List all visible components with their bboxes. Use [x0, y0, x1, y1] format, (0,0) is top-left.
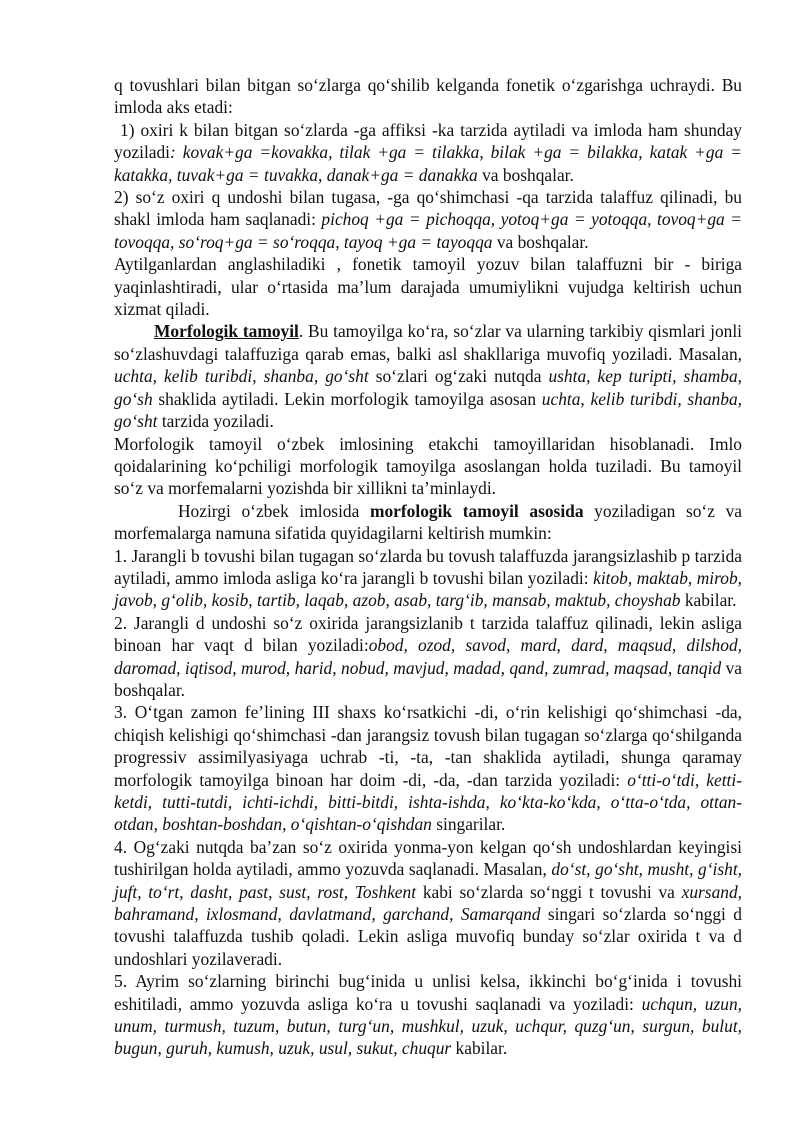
- item-5-text: 5. Ayrim so‘zlarning birinchi bug‘inida u unlisi kelsa, ikkinchi bo‘g‘inida i tovushi eshitiladi, ammo yozuvda asliga ko‘ra u tovushi saqlanadi va yoziladi:: [114, 971, 742, 1014]
- item-4-text-c: kabi so‘zlarda so‘nggi t tovushi va: [416, 881, 682, 902]
- rule-1-end: va boshqalar.: [477, 164, 574, 185]
- paragraph-rule-2: [114, 186, 742, 253]
- paragraph-morph-principle: [114, 433, 742, 500]
- morphological-term: Morfologik tamoyil: [154, 321, 299, 342]
- examples-intro-bold: morfologik tamoyil asosida: [369, 500, 584, 521]
- morph-examples-written: uchta, kelib turibdi, shanba, go‘sht: [114, 366, 369, 387]
- morph-text-a: . Bu tamoyilga ko‘ra, so‘zlar va ularning tarkibiy qismlari jonli so‘zlashuvdagi talaffuziga qarab emas, balki asl shakllariga muvofiq yoziladi. Masalan,: [114, 321, 742, 364]
- paragraph-intro-text: q tovushlari bilan bitgan so‘zlarga qo‘shilib kelganda fonetik o‘zgarishga uchraydi. Bu imloda aks etadi:: [114, 75, 742, 118]
- item-1-examples: kitob, maktab, mirob, javob, g‘olib, kosib, tartib, laqab, azob, asab, targ‘ib, mansab, maktub, choyshab: [114, 567, 742, 611]
- paragraph-item-2: [114, 612, 742, 702]
- paragraph-intro: [114, 74, 742, 119]
- examples-intro-c: yoziladigan so‘z va morfemalarga namuna sifatida quyidagilarni keltirish mumkin:: [114, 500, 742, 544]
- paragraph-item-1: [114, 545, 742, 612]
- paragraph-item-5: [114, 970, 742, 1060]
- item-1-end: kabilar.: [680, 590, 737, 611]
- paragraph-item-3: [114, 701, 742, 835]
- paragraph-rule-1: [114, 119, 742, 186]
- document-page: [114, 74, 742, 1060]
- rule-1-text: 1) oxiri k bilan bitgan so‘zlarda -ga affiksi -ka tarzida aytiladi va imloda ham shunday yoziladi: [114, 119, 742, 163]
- examples-intro-a: Hozirgi o‘zbek imlosida: [178, 500, 370, 521]
- item-4-text: 4. Og‘zaki nutqda ba’zan so‘z oxirida yonma-yon kelgan qo‘sh undoshlardan keyingisi tushirilgan holda aytiladi, ammo yozuvda saqlanadi. Masalan,: [114, 836, 742, 880]
- rule-1-examples: : kovak+ga =kovakka, tilak +ga = tilakka, bilak +ga = bilakka, katak +ga = katakka, tuvak+ga = tuvakka, danak+ga = danakka: [114, 142, 742, 185]
- item-4-end: singari so‘zlarda so‘nggi d tovushi talaffuzda tushib qoladi. Lekin asliga muvofiq bunday so‘zlar oxirida t va d undoshlari yozilaveradi.: [114, 904, 742, 969]
- morph-examples-spoken: ushta, kep turipti, shamba, go‘sh: [114, 366, 743, 409]
- morph-text-g: tarzida yoziladi.: [157, 411, 274, 432]
- item-5-examples: uchqun, uzun, unum, turmush, tuzum, butun, turg‘un, mushkul, uzuk, uchqur, quzg‘un, surgun, bulut, bugun, guruh, kumush, uzuk, usul, sukut, chuqur: [114, 993, 743, 1059]
- morph-principle-text: Morfologik tamoyil o‘zbek imlosining etakchi tamoyillaridan hisoblanadi. Imlo qoidalarining ko‘pchiligi morfologik tamoyilga asoslangan holda tuziladi. Bu tamoyil so‘z va morfemalarni yozishda bir xillikni ta’minlaydi.: [114, 433, 742, 499]
- item-5-end: kabilar.: [451, 1038, 508, 1059]
- paragraph-item-4: [114, 836, 742, 970]
- paragraph-examples-intro: [114, 500, 742, 545]
- rule-2-text: 2) so‘z oxiri q undoshi bilan tugasa, -ga qo‘shimchasi -qa tarzida talaffuz qilinadi, bu shakl imloda ham saqlanadi:: [114, 187, 742, 230]
- item-2-examples: obod, ozod, savod, mard, dard, maqsud, dilshod, daromad, iqtisod, murod, harid, nobud, mavjud, madad, qand, zumrad, maqsad, tanqid: [114, 635, 742, 678]
- rule-2-end: va boshqalar.: [492, 231, 589, 252]
- item-3-examples: o‘tti-o‘tdi, ketti-ketdi, tutti-tutdi, ichti-ichdi, bitti-bitdi, ishta-ishda, ko‘kta-ko‘kda, o‘tta-o‘tda, ottan-otdan, boshtan-boshdan, o‘qishtan-o‘qishdan: [114, 769, 742, 835]
- item-4-examples-t: do‘st, go‘sht, musht, g‘isht, juft, to‘rt, dasht, past, sust, rost, Toshkent: [114, 859, 742, 902]
- item-3-end: singarilar.: [431, 814, 506, 835]
- paragraph-conclusion: [114, 253, 742, 320]
- item-3-text: 3. O‘tgan zamon fe’lining III shaxs ko‘rsatkichi -di, o‘rin kelishigi qo‘shimchasi -da, chiqish kelishigi qo‘shimchasi -dan jarangsiz tovush bilan tugagan so‘zlarga qo‘shilganda progressiv assimilyasiyaga uchrab -ti, -ta, -tan shaklida aytiladi, shunga qaramay morfologik tamoyilga binoan har doim -di, -da, -dan tarzida yoziladi:: [114, 702, 742, 790]
- rule-2-examples: pichoq +ga = pichoqqa, yotoq+ga = yotoqqa, tovoq+ga = tovoqqa, so‘roq+ga = so‘roqqa, tayoq +ga = tayoqqa: [114, 209, 742, 252]
- morph-examples-final: uchta, kelib turibdi, shanba, go‘sht: [114, 388, 742, 432]
- morph-text-e: shaklida aytiladi. Lekin morfologik tamoyilga asosan: [152, 388, 542, 409]
- item-2-text: 2. Jarangli d undoshi so‘z oxirida jarangsizlanib t tarzida talaffuz qilinadi, lekin asliga binoan har vaqt d bilan yoziladi:: [114, 612, 742, 656]
- item-4-examples-d: xursand, bahramand, ixlosmand, davlatmand, garchand, Samarqand: [114, 881, 743, 925]
- conclusion-text: Aytilganlardan anglashiladiki , fonetik tamoyil yozuv bilan talaffuzni bir - biriga yaqinlashtiradi, ular o‘rtasida ma’lum darajada umumiylikni vujudga keltirish uchun xizmat qiladi.: [114, 254, 742, 320]
- paragraph-morphological: [114, 320, 742, 432]
- morph-text-c: so‘zlari og‘zaki nutqda: [368, 366, 549, 387]
- item-1-text: 1. Jarangli b tovushi bilan tugagan so‘zlarda bu tovush talaffuzda jarangsizlashib p tarzida aytiladi, ammo imloda asliga ko‘ra jarangli b tovushi bilan yoziladi:: [114, 545, 742, 588]
- item-2-end: va boshqalar.: [114, 657, 742, 700]
